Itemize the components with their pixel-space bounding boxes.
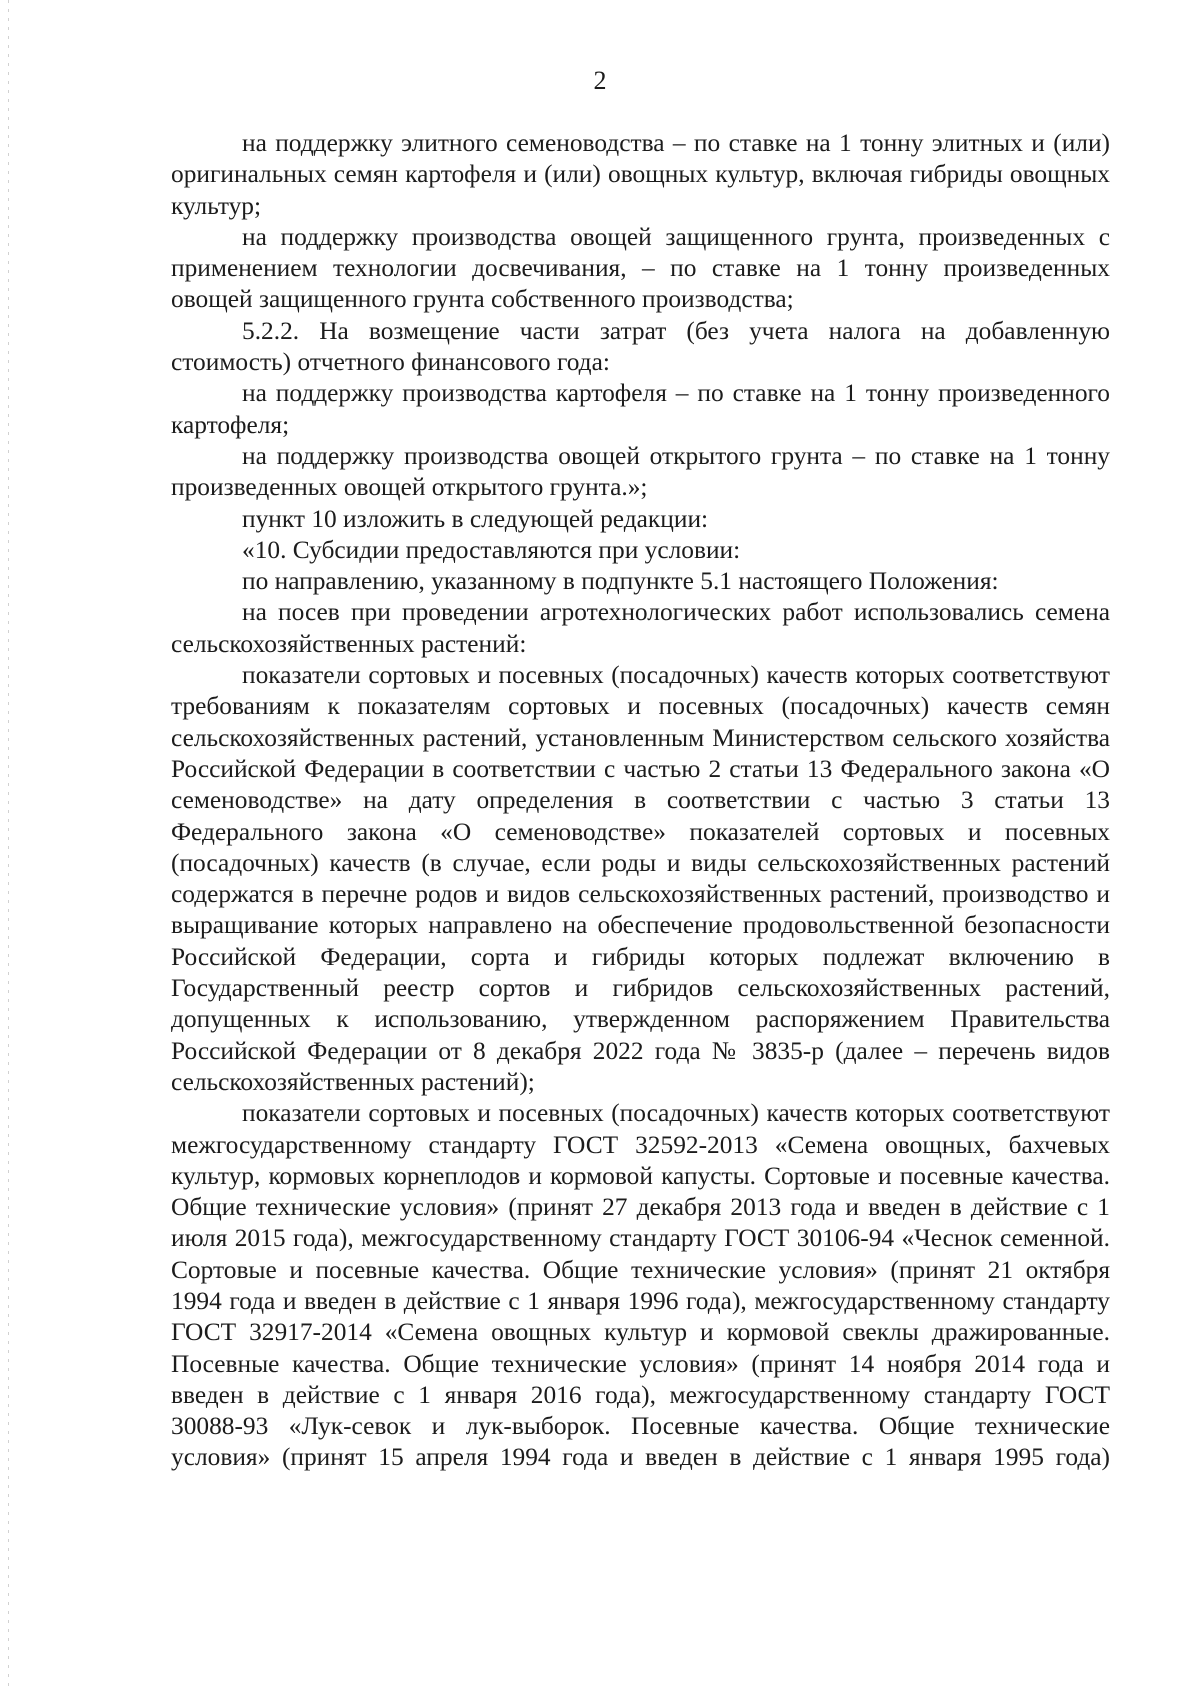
paragraph-direction-5-1: по направлению, указанному в подпункте 5.1 настоящего Положения:: [242, 567, 999, 596]
paragraph-elite-seed-support: на поддержку элитного семеноводства – по ставке на 1 тонну элитных и (или) оригинальных семян картофеля и (или) овощных культур, включая гибриды овощных культур;: [171, 129, 1110, 220]
paragraph-seeds-used: на посев при проведении агротехнологических работ использовались семена сельскохозяйственных растений:: [171, 598, 1110, 658]
paragraph-gost-standards: показатели сортовых и посевных (посадочных) качеств которых соответствуют межгосударственному стандарту ГОСТ 32592-2013 «Семена овощных, бахчевых культур, кормовых корнеплодов и кормовой капусты. Сортовые и посевные качества. Общие технические условия» (принят 27 декабря 2013 года и введен в действие с 1 июля 2015 года), межгосударственному стандарту ГОСТ 30106-94 «Чеснок семенной. Сортовые и посевные качества. Общие технические условия» (принят 21 октября 1994 года и введен в действие с 1 января 1996 года), межгосударственному стандарту ГОСТ 32917-2014 «Семена овощных культур и кормовой свеклы дражированные. Посевные качества. Общие технические условия» (принят 14 ноября 2014 года и введен в действие с 1 января 2016 года), межгосударственному стандарту ГОСТ 30088-93 «Лук-севок и лук-выборок. Посевные качества. Общие технические условия» (принят 15 апреля 1994 года и введен в действие с 1 января 1995 года): [171, 1099, 1110, 1472]
paragraph-potato-support: на поддержку производства картофеля – по ставке на 1 тонну произведенного картофеля;: [171, 379, 1110, 439]
paragraph-seed-quality-requirements: показатели сортовых и посевных (посадочных) качеств которых соответствуют требованиям к показателям сортовых и посевных (посадочных) качеств семян сельскохозяйственных растений, установленным Министерством сельского хозяйства Российской Федерации в соответствии с частью 2 статьи 13 Федерального закона «О семеноводстве» на дату определения в соответствии с частью 3 статьи 13 Федерального закона «О семеноводстве» показателей сортовых и посевных (посадочных) качеств (в случае, если роды и виды сельскохозяйственных растений содержатся в перечне родов и видов сельскохозяйственных растений, производство и выращивание которых направлено на обеспечение продовольственной безопасности Российской Федерации, сорта и гибриды которых подлежат включению в Государственный реестр сортов и гибридов сельскохозяйственных растений, допущенных к использованию, утвержденном распоряжением Правительства Российской Федерации от 8 декабря 2022 года № 3835-р (далее – перечень видов сельскохозяйственных растений);: [171, 661, 1110, 1096]
document-body: [171, 128, 1110, 1474]
paragraph-open-ground-vegetables: на поддержку производства овощей открытого грунта – по ставке на 1 тонну произведенных овощей открытого грунта.»;: [171, 441, 1110, 502]
scan-edge-artifact: [8, 0, 9, 1686]
paragraph-item-10-heading: «10. Субсидии предоставляются при условии:: [242, 535, 741, 564]
paragraph-clause-5-2-2: 5.2.2. На возмещение части затрат (без учета налога на добавленную стоимость) отчетного финансового года:: [171, 316, 1110, 377]
paragraph-greenhouse-vegetables: на поддержку производства овощей защищенного грунта, произведенных с применением технологии досвечивания, – по ставке на 1 тонну произведенных овощей защищенного грунта собственного производства;: [171, 222, 1110, 314]
page-number: 2: [593, 66, 607, 95]
paragraph-amend-item-10: пункт 10 изложить в следующей редакции:: [242, 504, 709, 533]
